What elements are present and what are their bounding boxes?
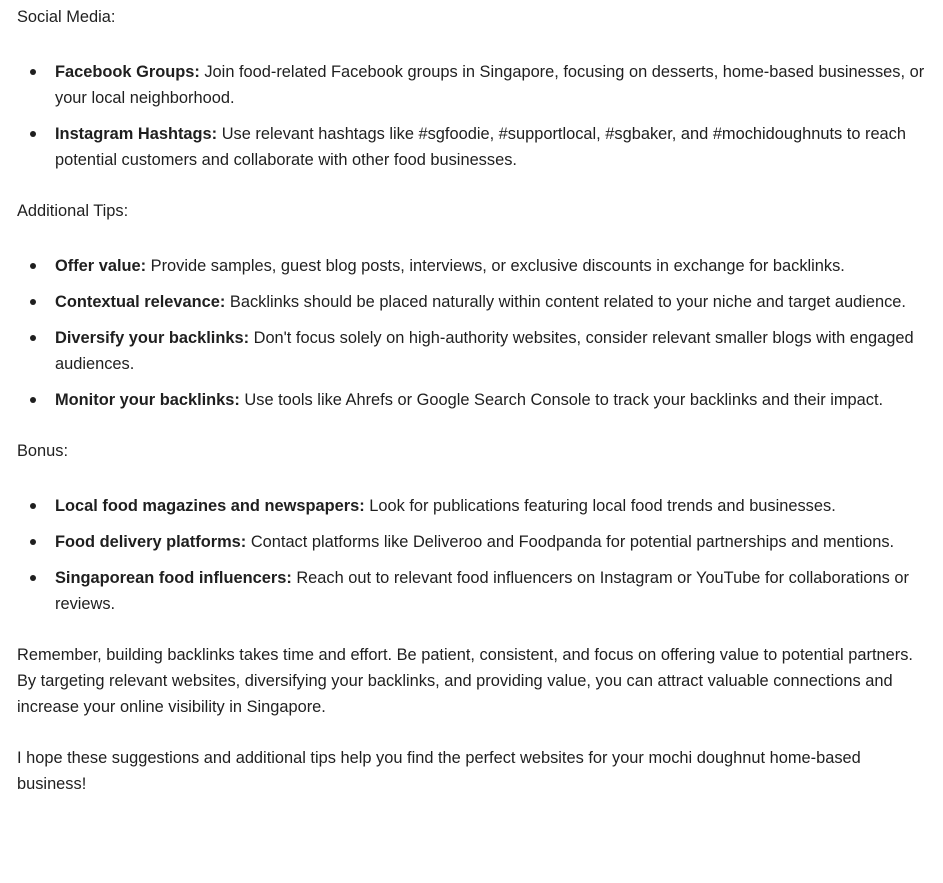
item-text: Use relevant hashtags like #sgfoodie, #supportlocal, #sgbaker, and #mochidoughnuts to reach potential customers and collaborate with other food businesses. (55, 125, 906, 169)
item-lead: Singaporean food influencers: (55, 569, 292, 587)
bullet-list (17, 253, 926, 413)
list-item (55, 529, 926, 555)
item-lead: Diversify your backlinks: (55, 329, 250, 347)
item-text: Use tools like Ahrefs or Google Search Console to track your backlinks and their impact. (239, 391, 884, 409)
item-text: Provide samples, guest blog posts, interviews, or exclusive discounts in exchange for backlinks. (146, 257, 845, 275)
list-item (55, 493, 926, 519)
list-item (55, 325, 926, 377)
bullet-list (17, 59, 926, 173)
list-item (55, 289, 926, 315)
list-item (55, 121, 926, 173)
item-lead: Local food magazines and newspapers: (55, 497, 365, 515)
item-lead: Offer value: (55, 257, 147, 275)
item-lead: Instagram Hashtags: (55, 125, 218, 143)
section-heading: Social Media: (17, 8, 116, 26)
list-item (55, 387, 926, 413)
item-lead: Food delivery platforms: (55, 533, 247, 551)
item-lead: Facebook Groups: (55, 63, 200, 81)
item-text: Backlinks should be placed naturally within content related to your niche and target audience. (225, 293, 906, 311)
list-item (55, 253, 926, 279)
item-text: Look for publications featuring local food trends and businesses. (364, 497, 836, 515)
section-heading: Additional Tips: (17, 202, 129, 220)
section-additional-tips (17, 198, 926, 438)
item-lead: Contextual relevance: (55, 293, 226, 311)
bullet-list (17, 493, 926, 617)
item-text: Don't focus solely on high-authority websites, consider relevant smaller blogs with engaged audiences. (55, 329, 914, 373)
closing-paragraph: I hope these suggestions and additional tips help you find the perfect websites for your mochi doughnut home-based business! (17, 749, 861, 793)
item-text: Reach out to relevant food influencers on Instagram or YouTube for collaborations or reviews. (55, 569, 909, 613)
item-text: Contact platforms like Deliveroo and Foodpanda for potential partnerships and mentions. (246, 533, 895, 551)
item-lead: Monitor your backlinks: (55, 391, 240, 409)
section-social-media (17, 4, 926, 198)
item-text: Join food-related Facebook groups in Singapore, focusing on desserts, home-based businesses, or your local neighborhood. (55, 63, 925, 107)
list-item (55, 565, 926, 617)
section-bonus (17, 438, 926, 642)
closing-paragraph: Remember, building backlinks takes time and effort. Be patient, consistent, and focus on offering value to potential partners. By targeting relevant websites, diversifying your backlinks, and providing value, you can attract valuable connections and increase your online visibility in Singapore. (17, 646, 913, 716)
section-heading: Bonus: (17, 442, 69, 460)
list-item (55, 59, 926, 111)
